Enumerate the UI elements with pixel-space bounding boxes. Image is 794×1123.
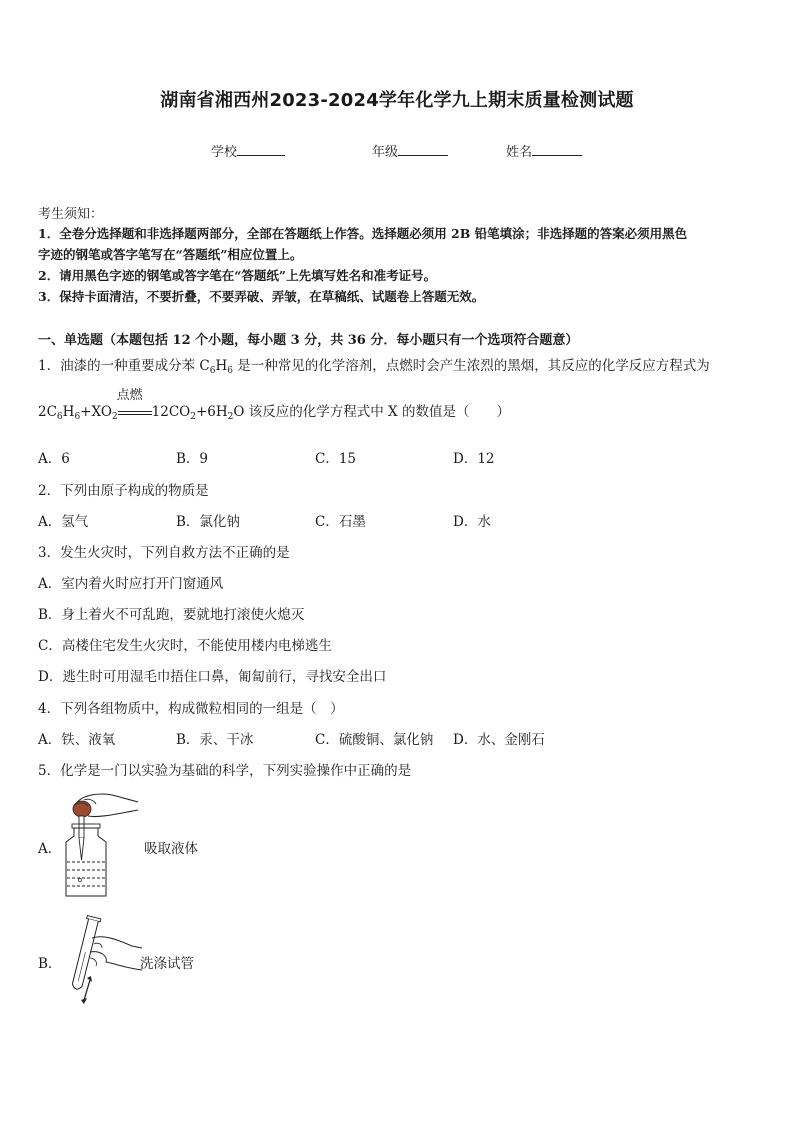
page-title: 湖南省湘西州2023-2024学年化学九上期末质量检测试题 [160,90,634,111]
q1-option-c[interactable]: C．15 [315,451,357,467]
reaction-arrow [116,387,152,420]
question-3-stem: 3．发生火灾时，下列自救方法不正确的是 [38,545,290,561]
q1-option-d[interactable]: D．12 [453,451,495,467]
question-1-stem: 1．油漆的一种重要成分苯 $C_6H_6$ 是一种常见的化学溶剂，点燃时会产生浓烈的黑烟，其反应的化学反应方程式为 [38,358,710,376]
q3-option-b[interactable]: B．身上着火不可乱跑，要就地打滚使火熄灭 [38,607,305,623]
name-field [506,141,582,160]
grade-field [372,141,448,160]
q2-option-d[interactable]: D．水 [453,514,491,530]
q2-option-a[interactable]: A．氢气 [38,514,89,530]
q3-option-d[interactable]: D．逃生时可用湿毛巾捂住口鼻，匍匐前行，寻找安全出口 [38,669,387,685]
q2-option-b[interactable]: B．氯化钠 [176,514,240,530]
notice-item-2: 2．请用黑色字迹的钢笔或答字笔在“答题纸”上先填写姓名和准考证号。 [38,268,437,283]
q4-option-b[interactable]: B．汞、干冰 [176,732,254,748]
notice-heading: 考生须知： [38,207,104,222]
notice-item-1: 1．全卷分选择题和非选择题两部分，全部在答题纸上作答。选择题必须用 2B 铅笔填涂；非选择题的答案必须用黑色 [38,226,688,241]
reaction-condition: 点燃 [116,387,143,403]
question-5-stem: 5．化学是一门以实验为基础的科学，下列实验操作中正确的是 [38,763,412,779]
q5-option-a-letter[interactable]: A． [38,841,62,857]
school-blank[interactable] [237,141,285,156]
test-tube-illustration [60,912,144,1006]
q3-option-c[interactable]: C．高楼住宅发生火灾时，不能使用楼内电梯逃生 [38,638,332,654]
section-heading: 一、单选题（本题包括 12 个小题，每小题 3 分，共 36 分．每小题只有一个选项符合题意） [38,333,579,348]
q5-option-b-letter[interactable]: B． [38,956,62,972]
q4-option-d[interactable]: D．水、金刚石 [453,732,545,748]
school-label: 学校 [211,145,238,160]
school-field [211,141,285,160]
q4-option-a[interactable]: A．铁、液氧 [38,732,116,748]
question-4-stem: 4．下列各组物质中，构成微粒相同的一组是（ ） [38,701,344,717]
notice-item-1-cont: 字迹的钢笔或答字笔写在“答题纸”相应位置上。 [38,247,303,262]
question-1-equation: $2C_6H_6+XO_2$ 点燃 $12CO_2+6H_2O$ 该反应的化学方程式中 X 的数值是（ ） [38,400,510,422]
q5-option-b-text: 洗涤试管 [140,956,194,972]
q1-option-b[interactable]: B．9 [176,451,209,467]
q4-option-c[interactable]: C．硫酸铜、氯化钠 [315,732,434,748]
grade-blank[interactable] [398,141,448,156]
question-2-stem: 2．下列由原子构成的物质是 [38,483,209,499]
grade-label: 年级 [372,145,399,160]
q3-option-a[interactable]: A．室内着火时应打开门窗通风 [38,576,224,592]
name-label: 姓名 [506,145,533,160]
notice-item-3: 3．保持卡面清洁，不要折叠，不要弄破、弄皱，在草稿纸、试题卷上答题无效。 [38,289,485,304]
q1-option-a[interactable]: A．6 [38,451,70,467]
dropper-illustration [58,790,142,900]
name-blank[interactable] [532,141,582,156]
q2-option-c[interactable]: C．石墨 [315,514,366,530]
q5-option-a-text: 吸取液体 [144,841,198,857]
